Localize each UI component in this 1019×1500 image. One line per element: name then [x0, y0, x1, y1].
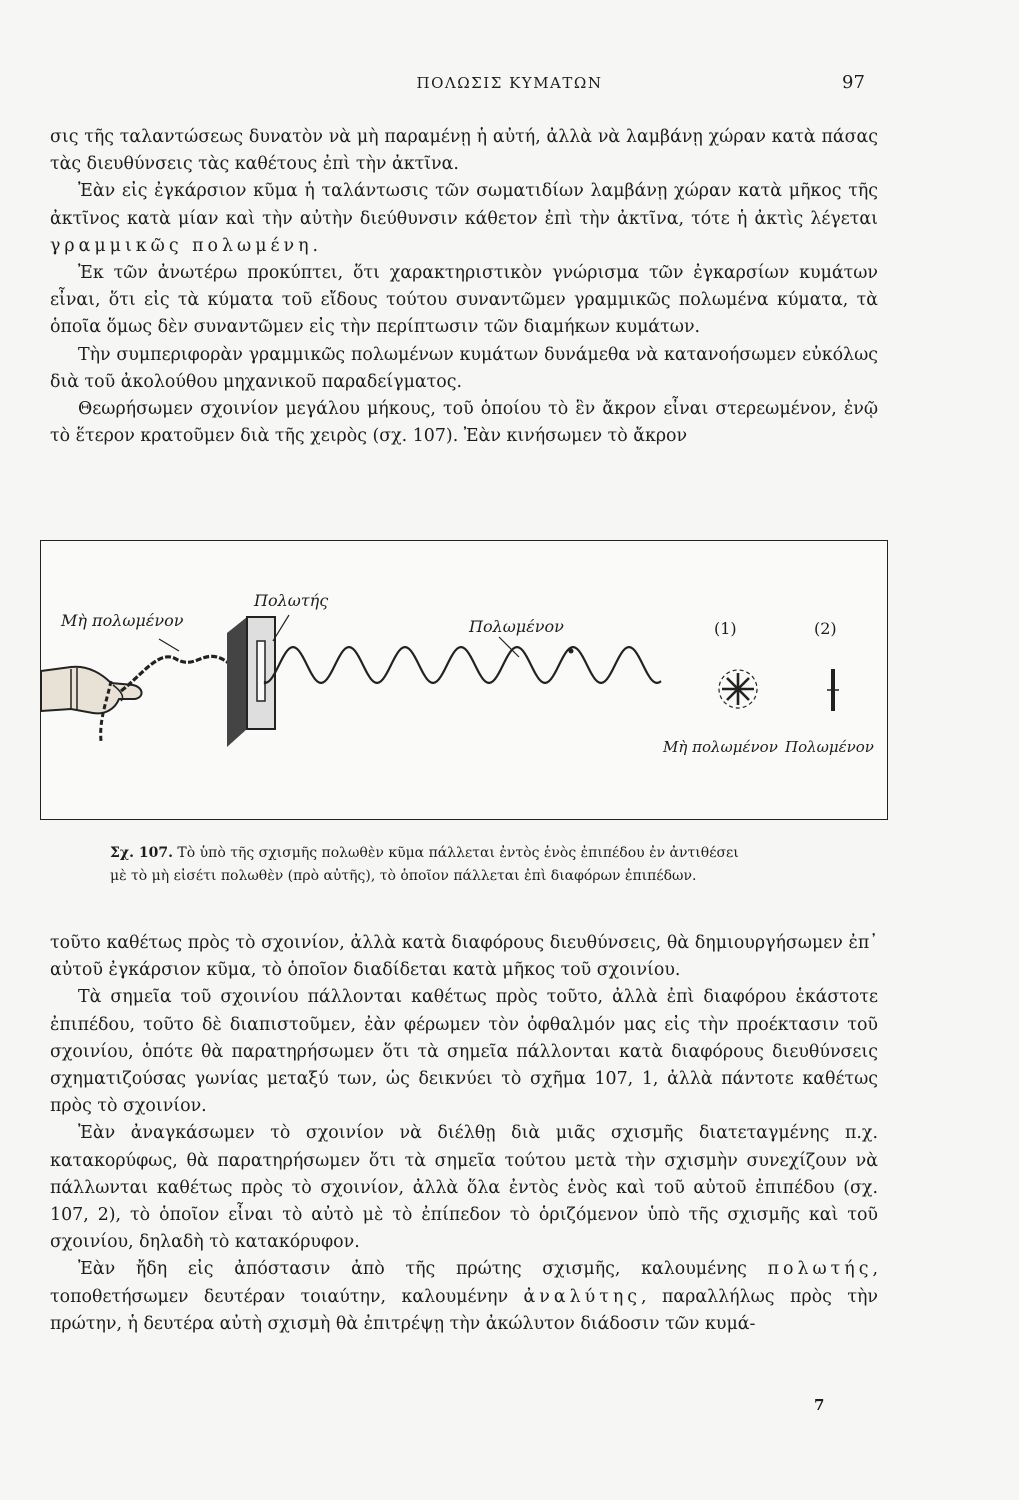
paragraph: Ἐκ τῶν ἀνωτέρω προκύπτει, ὅτι χαρακτηριστικὸν γνώρισμα τῶν ἐγκαρσίων κυμάτων εἶναι, ὅτι εἰς τὰ κύματα τοῦ εἴδους τούτου συναντῶμεν γραμμικῶς πολωμένα κύματα, τὰ ὁποῖα ὅμως δὲν συναντῶμεν εἰς τὴν περίπτωσιν τῶν διαμήκων κυμάτων. [50, 263, 878, 338]
polarized-vibration-line [827, 669, 839, 711]
caption-number: Σχ. 107. [110, 845, 173, 861]
paragraph: Τὴν συμπεριφορὰν γραμμικῶς πολωμένων κυμάτων δυνάμεθα νὰ κατανοήσωμεν εὐκόλως διὰ τοῦ ἀκολούθου μηχανικοῦ παραδείγματος. [50, 344, 878, 392]
caption-line: μὲ τὸ μὴ εἰσέτι πολωθὲν (πρὸ αὐτῆς), τὸ ὁποῖον πάλλεται ἐπὶ διαφόρων ἐπιπέδων. [110, 868, 697, 884]
label-1: (1) [714, 619, 737, 638]
signature-mark: 7 [814, 1396, 825, 1414]
label-bottom-polarized: Πολωμένον [785, 738, 874, 756]
label-2: (2) [814, 619, 837, 638]
polarizer-slit [257, 641, 265, 701]
emphasized-term: ἀναλύτης [523, 1286, 641, 1307]
paragraph: Θεωρήσωμεν σχοινίον μεγάλου μήκους, τοῦ ὁποίου τὸ ἓν ἄκρον εἶναι στερεωμένον, ἐνῷ τὸ ἕτερον κρατοῦμεν διὰ τῆς χειρὸς (σχ. 107). Ἐὰν κινήσωμεν τὸ ἄκρον [50, 399, 878, 447]
paragraph: σις τῆς ταλαντώσεως δυνατὸν νὰ μὴ παραμένῃ ἡ αὐτή, ἀλλὰ νὰ λαμβάνῃ χώραν κατὰ πάσας τὰς διευθύνσεις τὰς καθέτους ἐπὶ τὴν ἀκτῖνα. [50, 127, 878, 175]
paragraph: Ἐὰν εἰς ἐγκάρσιον κῦμα ἡ ταλάντωσις τῶν σωματιδίων λαμβάνῃ χώραν κατὰ μῆκος τῆς ἀκτῖνος κατὰ μίαν καὶ τὴν αὐτὴν διεύθυνσιν κάθετον ἐπὶ τὴν ἀκτῖνα, τότε ἡ ἀκτὶς λέγεται γραμμικῶς πολωμένη. [50, 181, 878, 256]
emphasized-term: γραμμικῶς πολωμένη [50, 235, 313, 256]
paragraph: Τὰ σημεῖα τοῦ σχοινίου πάλλονται καθέτως πρὸς τοῦτο, ἀλλὰ ἐπὶ διαφόρου ἑκάστοτε ἐπιπέδου, τοῦτο δὲ διαπιστοῦμεν, ἐὰν φέρωμεν τὸν ὀφθαλμόν μας εἰς τὴν προέκτασιν τοῦ σχοινίου, ὁπότε θὰ παρατηρήσωμεν ὅτι τὰ σημεῖα πάλλονται κατὰ διαφόρους διευθύνσεις σχηματιζούσας γωνίας μεταξύ των, ὡς δεικνύει τὸ σχῆμα 107, 1, ἀλλὰ πάντοτε καθέτως πρὸς τὸ σχοινίον. [50, 987, 878, 1117]
figure-drawing [41, 541, 887, 819]
paragraph: τοῦτο καθέτως πρὸς τὸ σχοινίον, ἀλλὰ κατὰ διαφόρους διευθύνσεις, θὰ δημιουργήσωμεν ἐπ᾽ αὐτοῦ ἐγκάρσιον κῦμα, τὸ ὁποῖον διαδίδεται κατὰ μῆκος τοῦ σχοινίου. [50, 933, 878, 981]
label-polarizer: Πολωτής [254, 591, 329, 610]
unpolarized-vibration-star [719, 670, 757, 708]
running-head: ΠΟΛΩΣΙΣ ΚΥΜΑΤΩΝ [416, 74, 603, 92]
paragraph: Ἐὰν ἤδη εἰς ἀπόστασιν ἀπὸ τῆς πρώτης σχισμῆς, καλουμένης πολωτής, τοποθετήσωμεν δευτέραν τοιαύτην, καλουμένην ἀναλύτης, παραλλήλως πρὸς τὴν πρώτην, ἡ δευτέρα αὐτὴ σχισμὴ θὰ ἐπιτρέψῃ τὴν ἀκώλυτον διάδοσιν τῶν κυμά- [50, 1259, 878, 1334]
page-header [0, 70, 1019, 100]
polarizer-board-side [227, 617, 247, 747]
figure-107 [40, 540, 888, 820]
emphasized-term: πολωτής [767, 1259, 873, 1280]
label-bottom-unpolarized: Μὴ πολωμένον [663, 738, 778, 756]
polarized-wave [265, 647, 661, 683]
label-polarized: Πολωμένον [469, 617, 564, 636]
top-text-block [50, 124, 878, 450]
page-number: 97 [842, 72, 865, 93]
caption-line: Σχ. 107. Τὸ ὑπὸ τῆς σχισμῆς πολωθὲν κῦμα πάλλεται ἐντὸς ἑνὸς ἐπιπέδου ἐν ἀντιθέσει [110, 845, 739, 861]
figure-caption [110, 842, 850, 888]
paragraph: Ἐὰν ἀναγκάσωμεν τὸ σχοινίον νὰ διέλθῃ διὰ μιᾶς σχισμῆς διατεταγμένης π.χ. κατακορύφως, θὰ παρατηρήσωμεν ὅτι τὰ σημεῖα τούτου μετὰ τὴν σχισμὴν συνεχίζουν νὰ πάλλωνται καθέτως πρὸς τὸ σχοινίον, ἀλλὰ ὅλα ἐντὸς ἑνὸς καὶ τοῦ αὐτοῦ ἐπιπέδου (σχ. 107, 2), τὸ ὁποῖον εἶναι τὸ αὐτὸ μὲ τὸ ἐπίπεδον τὸ ὁριζόμενον ὑπὸ τῆς σχισμῆς καὶ τοῦ σχοινίου, δηλαδὴ τὸ κατακόρυφον. [50, 1123, 878, 1253]
label-unpolarized: Μὴ πολωμένον [61, 611, 184, 630]
hand-illustration [41, 667, 142, 714]
bottom-text-block [50, 930, 878, 1338]
